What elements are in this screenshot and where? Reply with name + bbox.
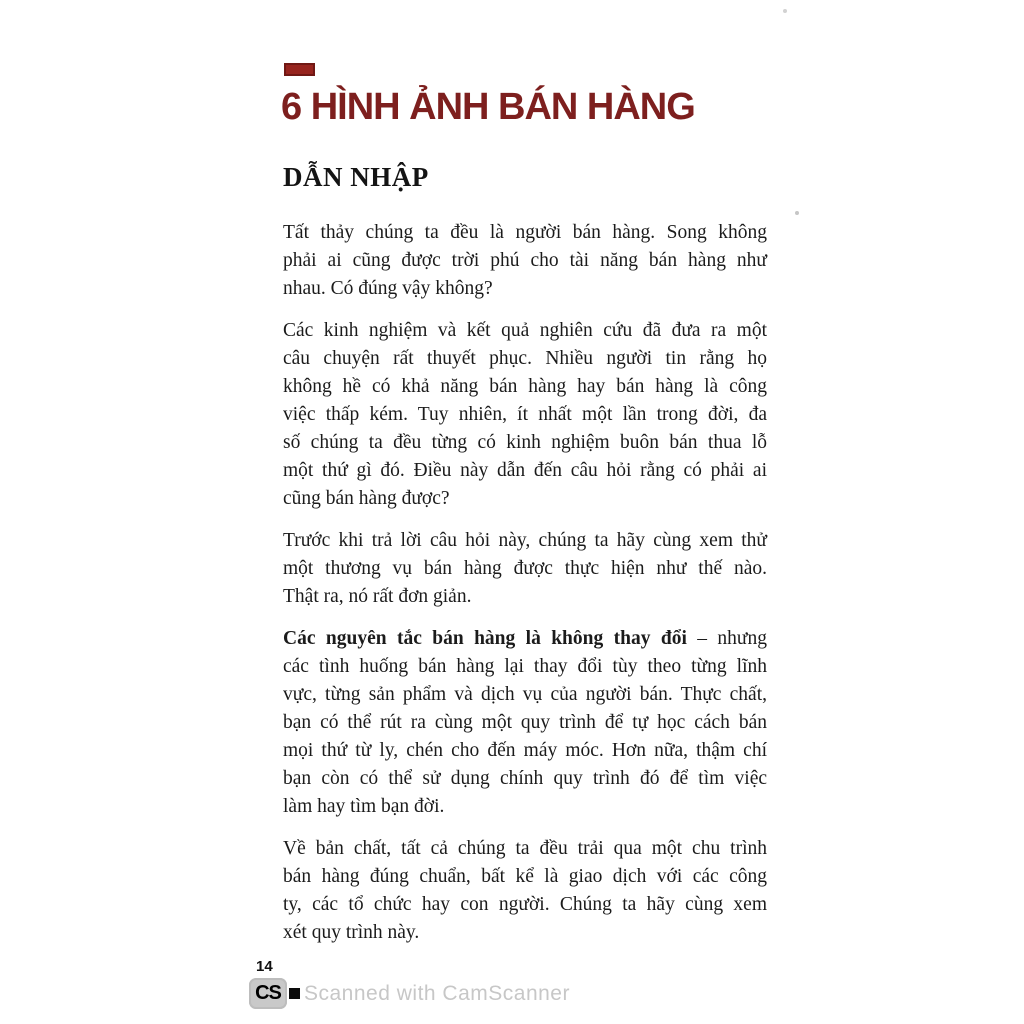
paragraph (283, 835, 767, 947)
paragraph (283, 625, 767, 821)
text-line: xét quy trình này. (283, 922, 420, 943)
text-line: bán hàng đúng chuẩn, bất kể là giao dịch với các công (283, 866, 767, 887)
text-line: vực, từng sản phẩm và dịch vụ của người bán. Thực chất, (283, 684, 767, 705)
text-line: bạn có thể rút ra cùng một quy trình để tự học cách bán (283, 712, 767, 733)
camscanner-watermark: Scanned with CamScanner (304, 982, 570, 1005)
camscanner-logo-icon (249, 978, 287, 1009)
text-line: Về bản chất, tất cả chúng ta đều trải qua một chu trình (283, 838, 767, 859)
text-line: việc thấp kém. Tuy nhiên, ít nhất một lần trong đời, đa (283, 404, 767, 425)
text-line: bạn còn có thể sử dụng chính quy trình đó để tìm việc (283, 768, 767, 789)
text-line: câu chuyện rất thuyết phục. Nhiều người tin rằng họ (283, 348, 767, 369)
camscanner-logo-square-icon (289, 988, 300, 999)
paragraph (283, 219, 767, 303)
text-line: Thật ra, nó rất đơn giản. (283, 586, 472, 607)
text-line: Tất thảy chúng ta đều là người bán hàng. Song không (283, 222, 767, 243)
text-line: cũng bán hàng được? (283, 488, 450, 509)
text-line: một thứ gì đó. Điều này dẫn đến câu hỏi rằng có phải ai (283, 460, 767, 481)
text-line: phải ai cũng được trời phú cho tài năng bán hàng như (283, 250, 767, 271)
text-line: không hề có khả năng bán hàng hay bán hàng là công (283, 376, 767, 397)
camscanner-logo-text: CS (255, 982, 281, 1004)
page-number: 14 (256, 958, 273, 975)
chapter-accent-dash-icon (284, 63, 315, 76)
text-line: làm hay tìm bạn đời. (283, 796, 445, 817)
chapter-title: 6 HÌNH ẢNH BÁN HÀNG (281, 86, 695, 128)
text-line: Các nguyên tắc bán hàng là không thay đổi – nhưng (283, 628, 767, 649)
text-line: mọi thứ từ ly, chén cho đến máy móc. Hơn nữa, thậm chí (283, 740, 767, 761)
scan-artifact-speck (783, 9, 787, 13)
text-line: một thương vụ bán hàng được thực hiện như thế nào. (283, 558, 767, 579)
text-line: số chúng ta đều từng có kinh nghiệm buôn bán thua lỗ (283, 432, 767, 453)
body-text-column (283, 219, 767, 961)
paragraph (283, 527, 767, 611)
text-line: nhau. Có đúng vậy không? (283, 278, 493, 299)
paragraph (283, 317, 767, 513)
section-heading: DẪN NHẬP (283, 162, 429, 192)
text-line: Các kinh nghiệm và kết quả nghiên cứu đã đưa ra một (283, 320, 767, 341)
text-line: các tình huống bán hàng lại thay đổi tùy theo từng lĩnh (283, 656, 767, 677)
text-line: ty, các tổ chức hay con người. Chúng ta hãy cùng xem (283, 894, 767, 915)
text-line: Trước khi trả lời câu hỏi này, chúng ta hãy cùng xem thử (283, 530, 767, 551)
scan-artifact-speck (795, 211, 799, 215)
